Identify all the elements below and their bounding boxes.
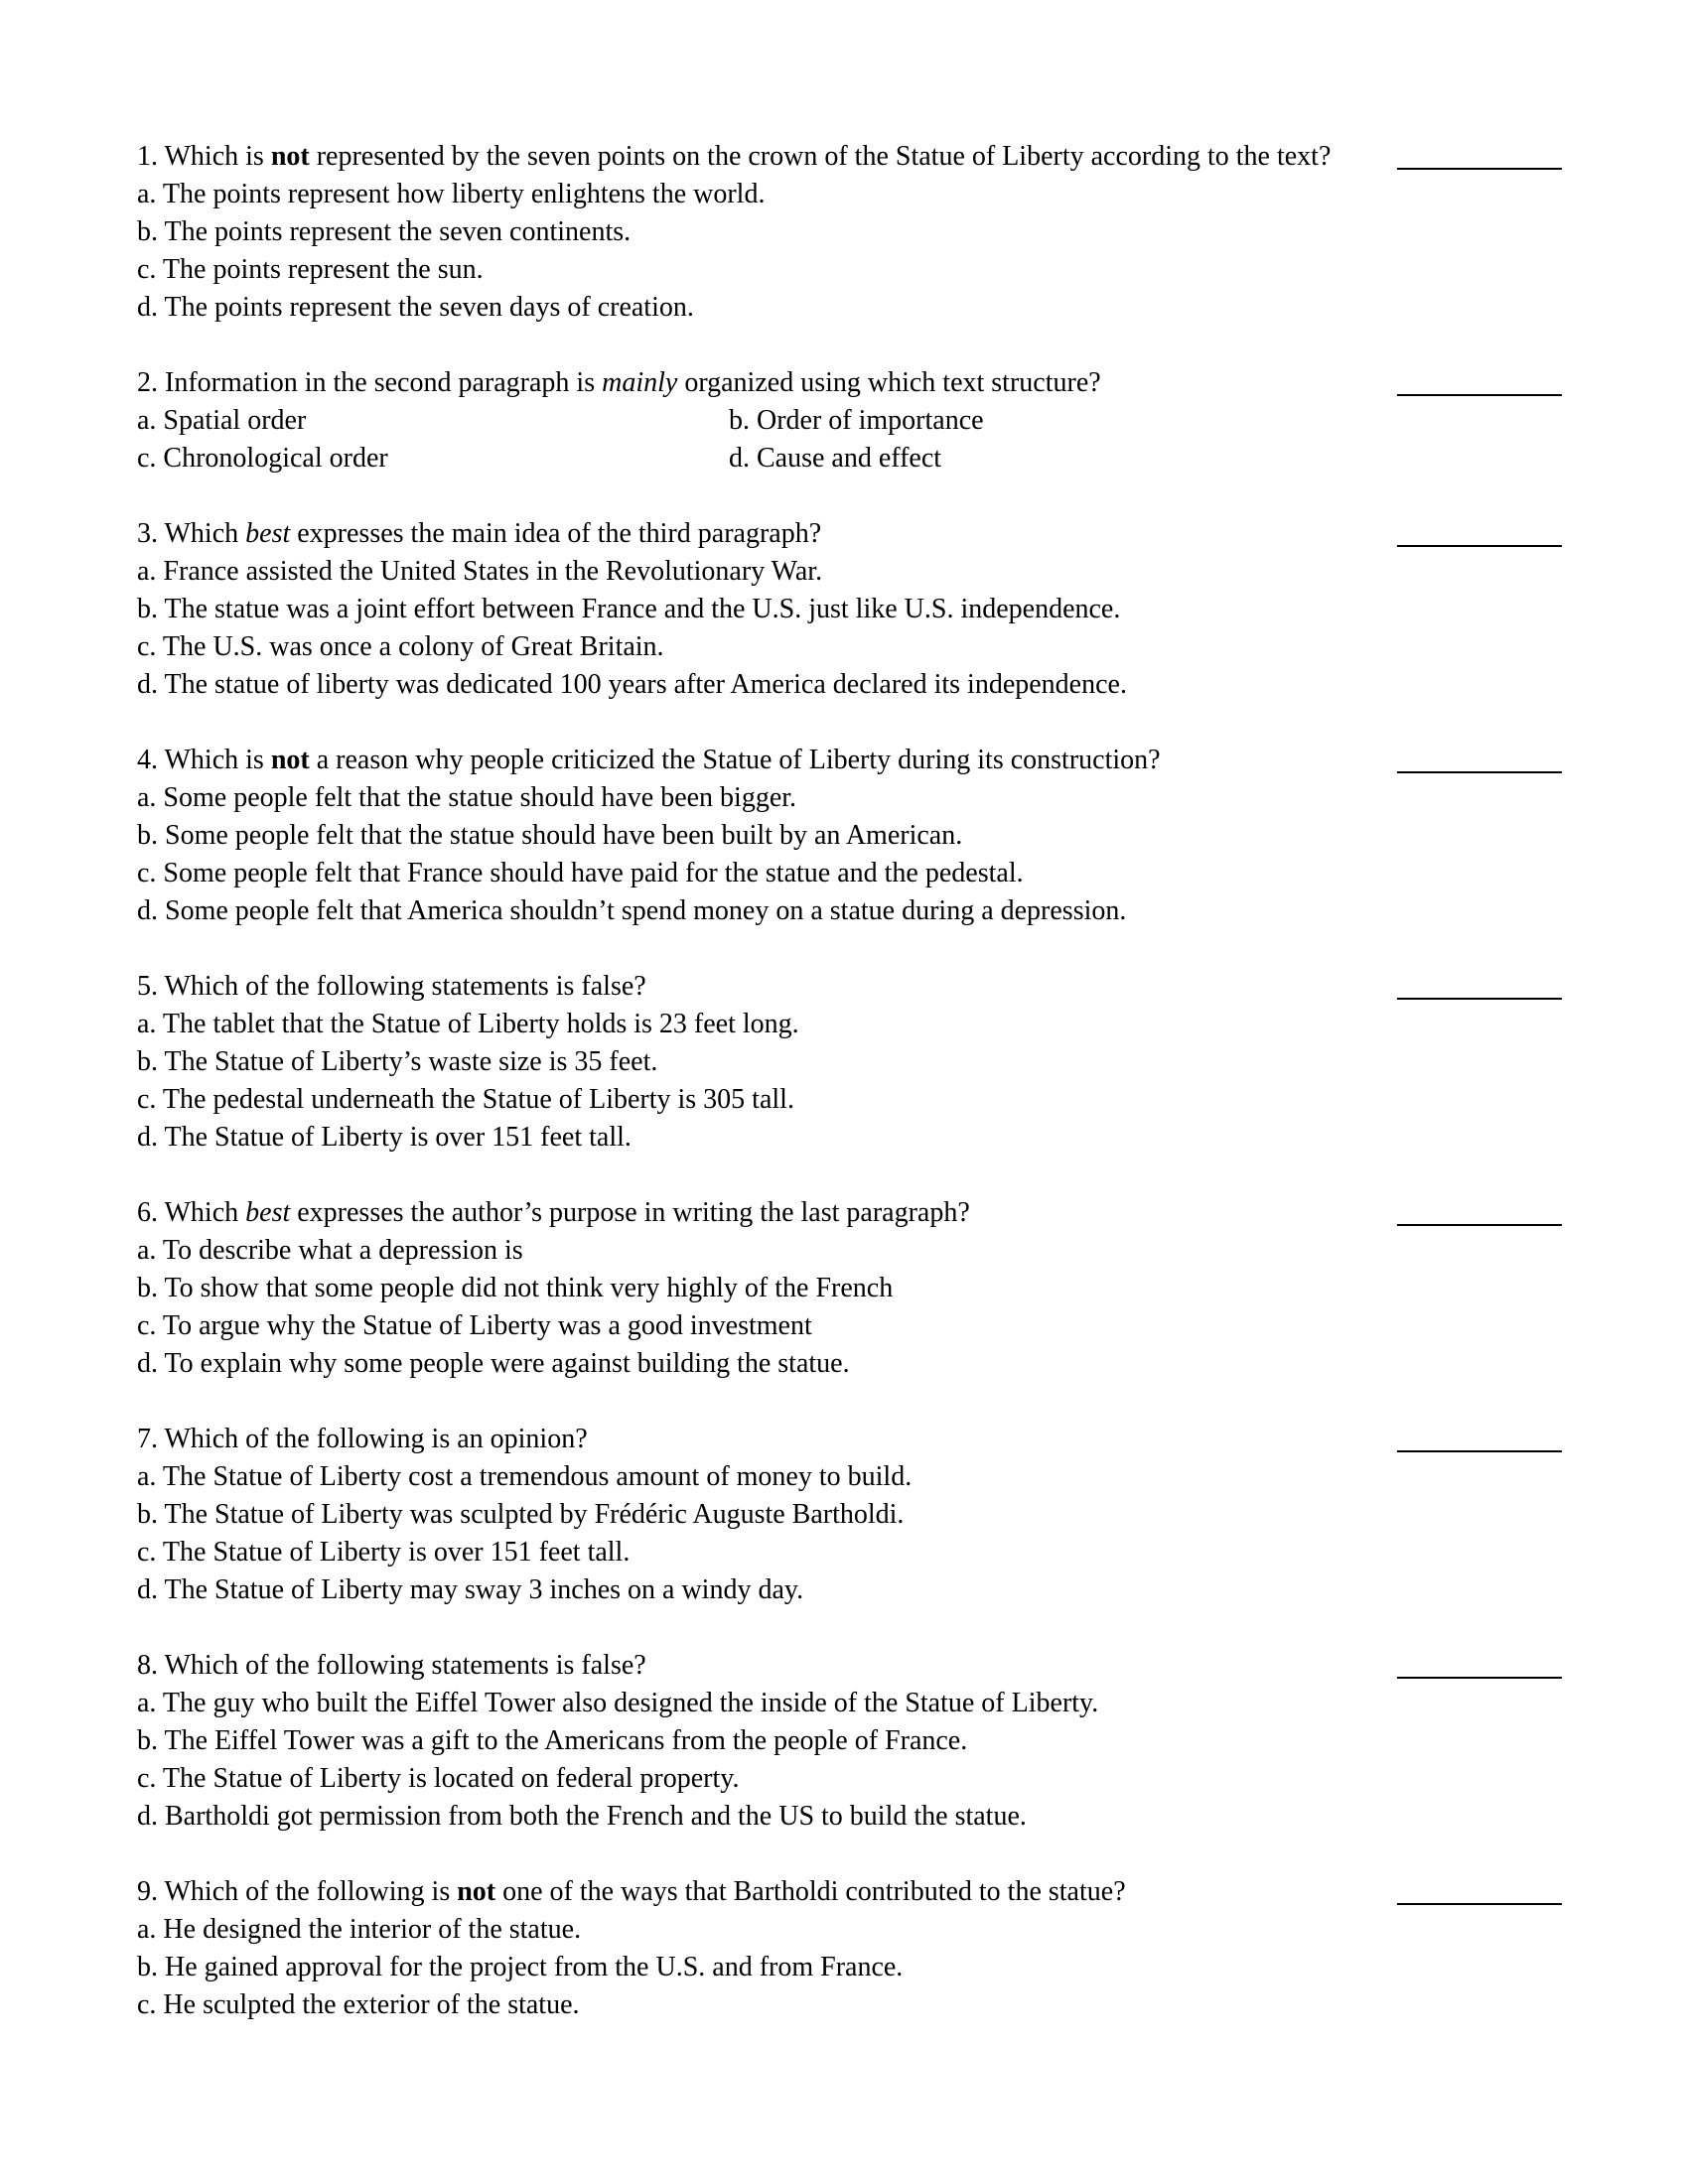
option-row [137,402,1567,440]
stem-text: 3. Which [137,518,246,549]
option-b: b. The statue was a joint effort between France and the U.S. just like U.S. independence. [137,594,1121,624]
option-b: b. The Eiffel Tower was a gift to the Americans from the people of France. [137,1725,968,1756]
question-stem [137,364,1567,402]
option-d: d. The Statue of Liberty is over 151 feet tall. [137,1122,632,1153]
question-3 [137,515,1567,704]
stem-text: 2. Information in the second paragraph is [137,367,603,398]
question-2 [137,364,1567,478]
question-4 [137,742,1567,930]
stem-text: expresses the author’s purpose in writing the last paragraph? [290,1197,970,1228]
answer-blank[interactable] [1397,394,1562,396]
answer-blank[interactable] [1397,168,1562,170]
stem-text: represented by the seven points on the crown of the Statue of Liberty according to the text? [309,141,1332,172]
stem-emphasis: not [457,1876,496,1907]
option-b: b. Some people felt that the statue should have been built by an American. [137,820,963,851]
option-a: a. The points represent how liberty enlightens the world. [137,179,766,209]
stem-emphasis: best [245,1197,291,1228]
option-c: c. The U.S. was once a colony of Great Britain. [137,631,664,662]
option-b: b. The points represent the seven continents. [137,216,632,247]
option-d: d. Some people felt that America shouldn’t spend money on a statue during a depression. [137,895,1127,926]
question-8 [137,1647,1567,1836]
option-b: b. The Statue of Liberty was sculpted by Frédéric Auguste Bartholdi. [137,1499,905,1530]
option-d: d. The points represent the seven days of creation. [137,292,694,323]
question-6 [137,1194,1567,1383]
stem-emphasis: best [245,518,291,549]
option-d: d. To explain why some people were against building the statue. [137,1348,850,1379]
stem-emphasis: not [270,745,310,775]
question-stem [137,1647,1567,1685]
question-1 [137,138,1567,327]
option-c: c. The Statue of Liberty is over 151 feet tall. [137,1537,631,1568]
option-c: c. He sculpted the exterior of the statue. [137,1989,580,2020]
option-c: c. Some people felt that France should have paid for the statue and the pedestal. [137,858,1024,888]
option-c: c. The points represent the sun. [137,254,484,285]
stem-text: 9. Which of the following is [137,1876,458,1907]
stem-text: 8. Which of the following statements is false? [137,1650,646,1681]
stem-text: 6. Which [137,1197,246,1228]
question-5 [137,968,1567,1157]
option-b: b. The Statue of Liberty’s waste size is 35 feet. [137,1046,658,1077]
option-d: d. Cause and effect [729,443,942,474]
option-b: b. To show that some people did not think very highly of the French [137,1273,894,1303]
option-a: a. He designed the interior of the statue. [137,1914,582,1945]
stem-text: one of the ways that Bartholdi contributed to the statue? [495,1876,1126,1907]
option-row [137,440,1567,478]
option-a: a. The tablet that the Statue of Liberty holds is 23 feet long. [137,1009,799,1039]
stem-text: organized using which text structure? [677,367,1101,398]
option-a: a. The guy who built the Eiffel Tower also designed the inside of the Statue of Liberty. [137,1688,1099,1718]
question-stem [137,138,1368,176]
option-d: d. Bartholdi got permission from both the French and the US to build the statue. [137,1801,1027,1832]
stem-text: 4. Which is [137,745,271,775]
option-a: a. Some people felt that the statue should have been bigger. [137,782,797,813]
question-stem [137,1194,1567,1232]
question-stem [137,968,1567,1006]
option-d: d. The statue of liberty was dedicated 100 years after America declared its independence. [137,669,1127,700]
option-d: d. The Statue of Liberty may sway 3 inches on a windy day. [137,1574,804,1605]
worksheet [137,138,1567,2062]
answer-blank[interactable] [1397,998,1562,1000]
option-c: c. To argue why the Statue of Liberty was a good investment [137,1310,812,1341]
option-a: a. Spatial order [137,405,307,436]
option-c: c. The pedestal underneath the Statue of Liberty is 305 tall. [137,1084,794,1115]
stem-text: expresses the main idea of the third paragraph? [290,518,822,549]
option-c: c. The Statue of Liberty is located on federal property. [137,1763,740,1794]
question-stem [137,1873,1567,1911]
stem-text: a reason why people criticized the Statue of Liberty during its construction? [309,745,1161,775]
option-b: b. Order of importance [729,405,984,436]
question-9 [137,1873,1567,2024]
question-7 [137,1421,1567,1609]
stem-text: 5. Which of the following statements is false? [137,971,646,1002]
answer-blank[interactable] [1397,771,1562,773]
option-c: c. Chronological order [137,443,388,474]
answer-blank[interactable] [1397,1224,1562,1226]
answer-blank[interactable] [1397,1677,1562,1679]
option-a: a. The Statue of Liberty cost a tremendous amount of money to build. [137,1461,913,1492]
stem-text: 7. Which of the following is an opinion? [137,1424,588,1454]
option-b: b. He gained approval for the project from the U.S. and from France. [137,1952,904,1982]
question-stem [137,1421,1567,1458]
question-stem [137,742,1567,779]
answer-blank[interactable] [1397,545,1562,547]
answer-blank[interactable] [1397,1903,1562,1905]
stem-emphasis: mainly [602,367,678,398]
stem-text: 1. Which is [137,141,271,172]
stem-emphasis: not [270,141,310,172]
question-stem [137,515,1567,553]
answer-blank[interactable] [1397,1450,1562,1452]
option-a: a. To describe what a depression is [137,1235,523,1266]
option-a: a. France assisted the United States in the Revolutionary War. [137,556,823,587]
